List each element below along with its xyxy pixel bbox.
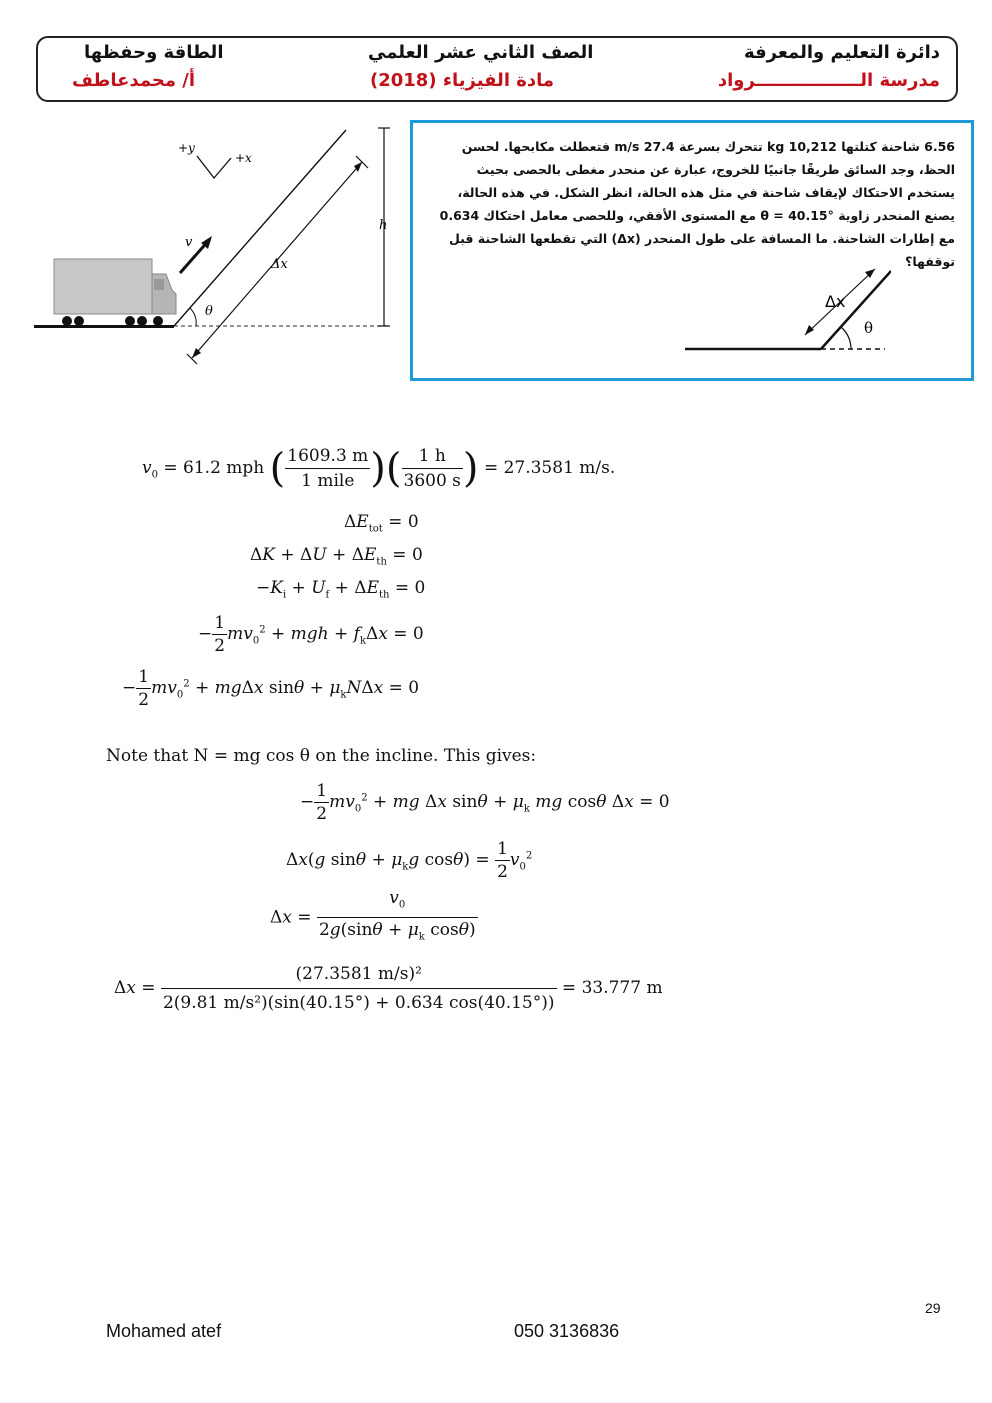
question-theta-label: θ	[864, 319, 874, 337]
eq-energy-sum: $\Delta K + \Delta U + \Delta E_{th} = 0$	[250, 545, 423, 568]
question-box	[410, 120, 974, 381]
question-body: شاحنة كتلتها 10,212 kg تتحرك بسرعة 27.4 m/s فتعطلت مكابحها. لحسن الحظ، وجد السائق طريقًا جانبيًا للخروج، عبارة عن منحدر مغطى بالحصى بحيث يستخدم الاحتكاك لإيقاف شاحنة في مثل هذه الحالة، انظر الشكل. في هذه الحالة، يصنع المنحدر زاوية θ = 40.15° مع المستوى الأفقي، وللحصى معامل احتكاك 0.634 مع إطارات الشاحنة. ما المسافة على طول المنحدر (Δx) التي تقطعها الشاحنة قبل توقفها؟	[439, 139, 955, 269]
eq-factored: Δx(g $\sin\theta + \mu_kg$ cosθ) = $\frac{1}{2}$ $v_0^2$	[286, 839, 533, 882]
conv1-num: 1609.3 m	[285, 444, 370, 469]
grade-title: الصف الثاني عشر العلمي	[368, 42, 594, 63]
school-name: مدرسة الـــــــــــــــــرواد	[717, 70, 940, 91]
velocity-label: v	[185, 235, 193, 250]
conv2-num: 1 h	[402, 444, 463, 469]
truck-icon	[54, 259, 176, 326]
subject-title: مادة الفيزياء (2018)	[370, 70, 555, 91]
question-number: 6.56	[924, 139, 955, 154]
eq-energy-total: $\Delta E_{tot} = 0$	[344, 512, 419, 535]
v0-conversion-equation: $v_0 = 61.2$ mph ( $\frac{1609.3 m}{\text{1 mile}}$ )( $\frac{1 h}{3600 s}$ ) = 27.3581 m/s.	[142, 445, 616, 492]
question-dx-label: Δx	[825, 292, 846, 311]
axes-icon	[197, 156, 231, 178]
question-ramp-figure	[681, 263, 891, 358]
truck-ramp-figure	[30, 122, 400, 377]
final-denominator: 2(9.81 m/s²)(sin(40.15°) + 0.634 cos(40.15°))	[162, 993, 555, 1013]
phone-number: 050 3136836	[514, 1321, 620, 1341]
eq-energy-incline: − $\frac{1}{2}$ $mv_0^2 + mg\Delta x$ $\sin\theta + \mu_kN\Delta x = 0$	[122, 667, 420, 710]
final-numerator: (27.3581 m/s)²	[161, 960, 557, 989]
eq-final-result: Δx = $\frac{\text{(27.3581 m/s)²}}{\text{2(9.81 m/s²)(sin(40.15°) + 0.634 cos(40.15°))}}$ = 33.777 m	[114, 960, 663, 1017]
page-number: 29	[925, 1300, 941, 1316]
normal-force-note: Note that N = mg cos θ on the incline. This gives:	[106, 746, 537, 766]
v0-result: = 27.3581 m/s.	[483, 458, 616, 478]
final-result-value: = 33.777 m	[561, 978, 663, 998]
question-text	[425, 135, 955, 273]
height-label: h	[379, 218, 388, 233]
teacher-name: أ/ محمدعاطف	[72, 70, 196, 91]
ground-line	[34, 325, 174, 328]
v0-speed: 61.2 mph	[183, 458, 265, 478]
conv1-den: 1 mile	[301, 471, 355, 491]
eq-energy-terms: $-K_i + U_f + \Delta E_{th} = 0$	[256, 578, 426, 601]
plus-y-label: +y	[178, 141, 195, 155]
plus-x-label: +x	[235, 151, 252, 165]
author-name: Mohamed atef	[106, 1321, 222, 1341]
eq-substituted: − $\frac{1}{2}$ $mv_0^2$ + mg Δx $\sin\theta + \mu_k$ mg cosθ Δx = 0	[300, 781, 670, 824]
dx-label: Δx	[271, 257, 288, 272]
eq-energy-kinetic: − $\frac{1}{2}$ $mv_0^2$ + mgh + $f_k\Delta x = 0$	[198, 613, 424, 656]
angle-label: θ	[205, 304, 213, 319]
directorate-title: دائرة التعليم والمعرفة	[743, 42, 940, 63]
unit-title: الطاقة وحفظها	[84, 42, 224, 63]
conv2-den: 3600 s	[403, 471, 461, 491]
eq-dx-formula: Δx = $\frac{v_0}{2g(\sin\theta + \mu_k \cos\theta)}$	[270, 888, 476, 943]
